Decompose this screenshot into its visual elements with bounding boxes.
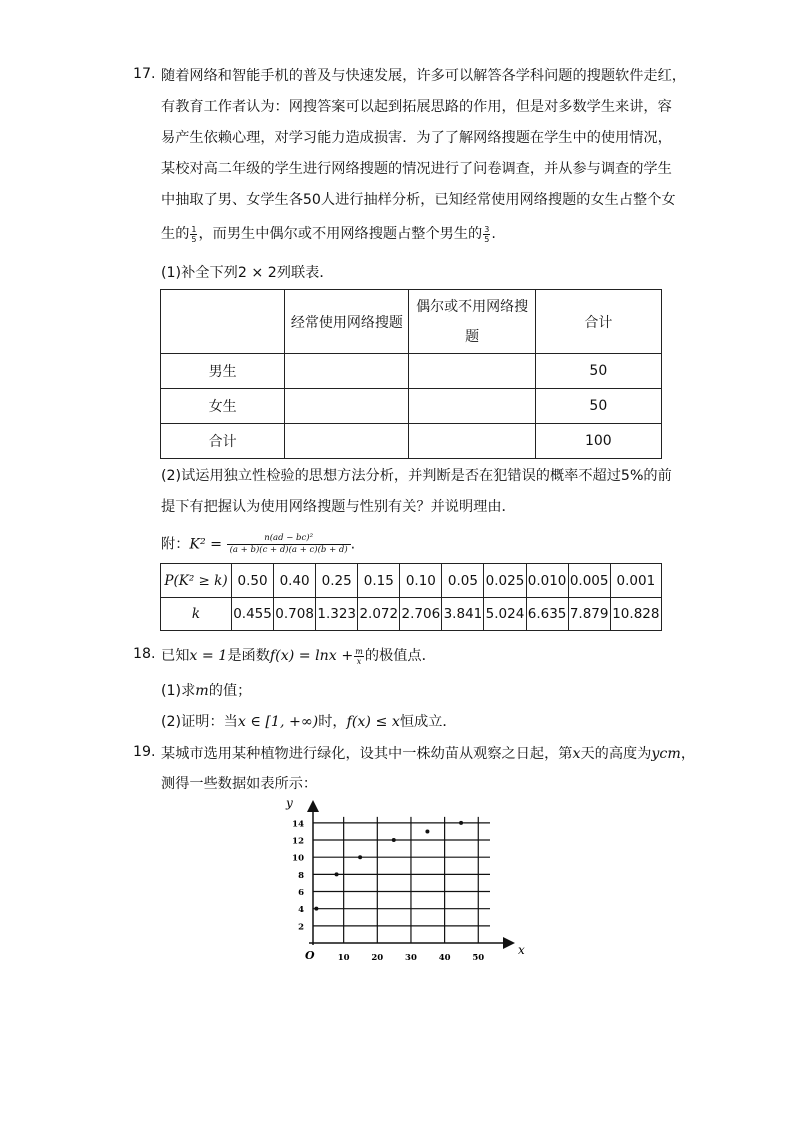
- cell: [409, 389, 535, 424]
- q18-stem-math1: x = 1: [189, 648, 228, 664]
- fraction-m-over-x: [354, 647, 364, 666]
- y-tick-label: 12: [292, 836, 304, 847]
- data-point: [459, 821, 463, 825]
- ktable-cell: 5.024: [484, 598, 526, 631]
- fraction-three-fifths: [483, 225, 490, 244]
- data-point: [425, 829, 429, 833]
- ktable-cell: 0.10: [400, 564, 442, 598]
- q19-line2: 测得一些数据如表所示：: [161, 776, 318, 792]
- frac1-num: 1: [191, 224, 197, 234]
- formula-end: .: [350, 536, 356, 553]
- ktable-cell: 0.05: [442, 564, 484, 598]
- table-row: [161, 424, 662, 459]
- q17-line-6-a: 生的: [161, 226, 190, 242]
- data-point: [392, 838, 396, 842]
- scatter-chart: [280, 795, 525, 970]
- q18-stem-a: 已知: [161, 648, 190, 664]
- y-tick-label: 10: [292, 853, 304, 864]
- q19-line1-c: ，: [680, 746, 696, 762]
- q19-line1-x: x: [572, 746, 581, 762]
- cell: [409, 424, 535, 459]
- x-tick-label: 40: [438, 953, 451, 963]
- q17-line-6: [161, 224, 496, 244]
- x-tick-label: 50: [472, 953, 485, 963]
- ktable-cell: 2.072: [358, 598, 400, 631]
- q17-line-3: 易产生依赖心理，对学习能力造成损害．为了了解网络搜题在学生中的使用情况，: [161, 130, 672, 146]
- x-axis-label: x: [518, 943, 525, 957]
- q17-line-1: 随着网络和智能手机的普及与快速发展，许多可以解答各学科问题的搜题软件走红，: [161, 68, 686, 84]
- frac-m: m: [355, 646, 363, 656]
- data-points: [314, 821, 463, 911]
- table-header-often: 经常使用网络搜题: [285, 290, 409, 354]
- origin-label: O: [305, 949, 315, 962]
- frac2-den: 5: [484, 234, 490, 244]
- table-header-rarely-l1: 偶尔或不用网络搜: [416, 298, 529, 315]
- q17-part2-line2: 提下有把握认为使用网络搜题与性别有关？并说明理由．: [161, 499, 516, 515]
- contingency-table: [160, 289, 662, 459]
- fraction-one-fifth: [190, 225, 197, 244]
- formula-lhs: K² =: [189, 536, 223, 553]
- ktable-cell: 6.635: [526, 598, 568, 631]
- table-header-empty: [161, 290, 285, 354]
- q18-part2-a: (2)证明：当: [161, 714, 238, 730]
- frac-x: x: [356, 656, 362, 666]
- table-row: [161, 354, 662, 389]
- q19-line1-a: 某城市选用某种植物进行绿化，设其中一株幼苗从观察之日起，第: [161, 746, 573, 762]
- grid-lines: [313, 817, 490, 943]
- q17-line-5: 中抽取了男、女学生各50人进行抽样分析，已知经常使用网络搜题的女生占整个女: [161, 192, 676, 208]
- q17-part2-line1: (2)试运用独立性检验的思想方法分析，并判断是否在犯错误的概率不超过5%的前: [161, 468, 672, 484]
- q18-number: 18.: [133, 646, 156, 662]
- q17-appendix: [161, 533, 355, 556]
- table-row: [161, 389, 662, 424]
- q18-part1: [161, 681, 251, 701]
- q18-part2-b: 时，: [318, 714, 347, 730]
- frac1-den: 5: [191, 234, 197, 244]
- data-point: [358, 855, 362, 859]
- q18-part1-a: (1)求: [161, 683, 196, 699]
- y-tick-label: 2: [298, 922, 304, 933]
- x-tick-label: 10: [337, 953, 350, 963]
- table-header-rarely: [409, 290, 535, 354]
- x-tick-label: 20: [371, 953, 384, 963]
- q18-stem: [161, 646, 436, 666]
- cell: [285, 354, 409, 389]
- y-tick-label: 8: [298, 870, 304, 881]
- ktable-row1-label: P(K² ≥ k): [161, 564, 232, 598]
- q17-part1: (1)补全下列2 × 2列联表．: [161, 265, 334, 281]
- ktable-cell: 2.706: [400, 598, 442, 631]
- ktable-cell: 0.25: [316, 564, 358, 598]
- formula-fraction: [227, 533, 351, 556]
- q18-stem-math2: f(x) = lnx +: [269, 648, 354, 664]
- ktable-cell: 0.001: [610, 564, 661, 598]
- q17-line-4: 某校对高二年级的学生进行网络搜题的情况进行了问卷调查，并从参与调查的学生: [161, 161, 672, 177]
- q18-part2-m1: x ∈ [1, +∞): [237, 714, 319, 730]
- y-tick-label: 4: [298, 905, 304, 916]
- formula-denominator: (a + b)(c + d)(a + c)(b + d): [229, 545, 348, 555]
- data-point: [335, 872, 339, 876]
- row-label: 男生: [161, 354, 285, 389]
- row-label: 合计: [161, 424, 285, 459]
- data-point: [314, 907, 318, 911]
- ktable-cell: 0.50: [232, 564, 274, 598]
- frac2-num: 3: [484, 224, 490, 234]
- table-header-total: 合计: [535, 290, 661, 354]
- cell-total: 50: [535, 389, 661, 424]
- appendix-label: 附：: [161, 536, 190, 553]
- table-header-rarely-l2: 题: [465, 328, 480, 345]
- ktable-cell: 0.40: [274, 564, 316, 598]
- cell: [285, 424, 409, 459]
- cell: [409, 354, 535, 389]
- x-tick-label: 30: [405, 953, 417, 963]
- critical-value-table: [160, 563, 662, 631]
- ktable-cell: 10.828: [610, 598, 661, 631]
- cell: [285, 389, 409, 424]
- row-label: 女生: [161, 389, 285, 424]
- ktable-cell: 0.010: [526, 564, 568, 598]
- ktable-row2-label: k: [161, 598, 232, 631]
- ktable-cell: 3.841: [442, 598, 484, 631]
- q18-part1-m: m: [195, 683, 209, 699]
- ktable-cell: 0.708: [274, 598, 316, 631]
- ktable-cell: 0.15: [358, 564, 400, 598]
- q17-line-6-b: ，而男生中偶尔或不用网络搜题占整个男生的: [198, 226, 483, 242]
- q19-line1-y: ycm: [651, 746, 681, 762]
- q17-line-2: 有教育工作者认为：网搜答案可以起到拓展思路的作用，但是对多数学生来讲，容: [161, 99, 672, 115]
- q17-line-6-c: .: [491, 226, 496, 242]
- ktable-cell: 0.005: [568, 564, 610, 598]
- y-tick-label: 14: [292, 819, 304, 830]
- cell-total: 50: [535, 354, 661, 389]
- q18-part2-c: 恒成立．: [399, 714, 457, 730]
- q19-line1: [161, 744, 695, 764]
- ktable-cell: 0.025: [484, 564, 526, 598]
- q18-part2: [161, 712, 457, 732]
- y-axis-label: y: [286, 796, 293, 810]
- ktable-cell: 0.455: [232, 598, 274, 631]
- q18-stem-c: 的极值点．: [364, 648, 436, 664]
- q18-stem-b: 是函数: [227, 648, 270, 664]
- q19-line1-b: 天的高度为: [580, 746, 652, 762]
- q19-number: 19.: [133, 744, 156, 760]
- q18-part1-b: 的值；: [208, 683, 252, 699]
- ktable-cell: 1.323: [316, 598, 358, 631]
- q18-part2-m2: f(x) ≤ x: [346, 714, 400, 730]
- cell-total: 100: [535, 424, 661, 459]
- formula-numerator: n(ad − bc)²: [227, 533, 351, 545]
- ktable-cell: 7.879: [568, 598, 610, 631]
- y-tick-label: 6: [298, 888, 304, 899]
- q17-number: 17.: [133, 66, 156, 82]
